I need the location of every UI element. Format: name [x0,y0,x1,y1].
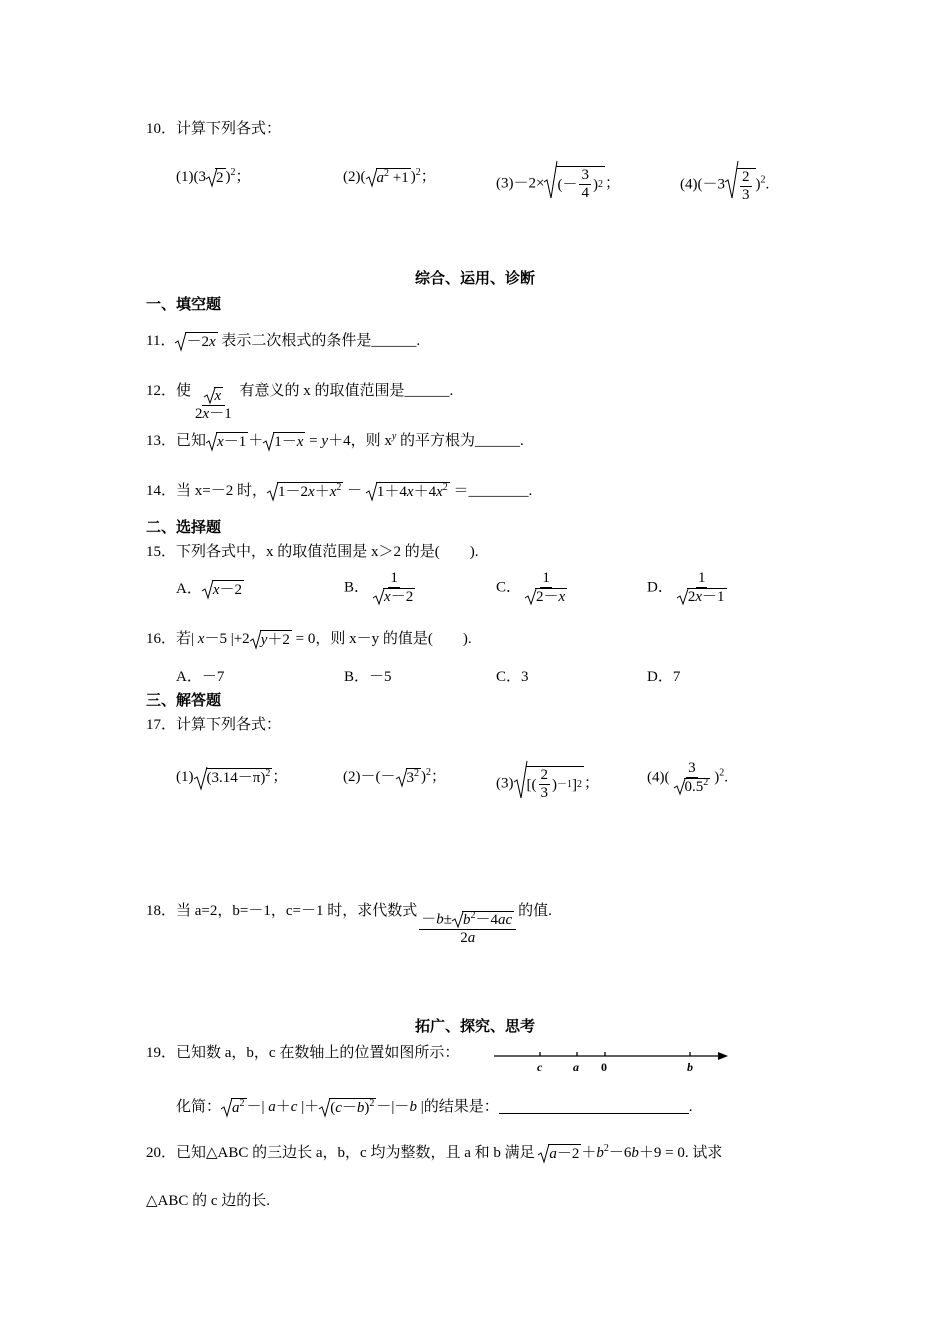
q13: 13．已知 x－1 ＋ 1－x = y＋4，则 $x^y$ 的平方根为______. [146,430,524,453]
radical-icon [202,579,214,601]
sqrt-symbol: $(3.14-\pi)^2$ [194,767,273,789]
q17-item-3: (3) [( $\frac{2}{3}$ ) －1 ] 2 ； [496,766,599,802]
sqrt-symbol: $b^2-4ac$ [452,911,514,929]
part-title: 三、解答题 [146,693,222,709]
sqrt-symbol: 2 [206,167,226,189]
q10-item-4: (4)(－3 $\frac{2}{3}$ )$^2$. [680,166,769,204]
section-title: 综合、运用、诊断 [414,271,535,287]
label-c: c [537,1060,543,1074]
radical-icon [175,331,187,353]
sqrt-symbol: $1+4x+4x^2$ [366,481,450,503]
radical-icon [206,431,218,453]
q10-stem: 10．计算下列各式： [146,121,282,137]
radical-icon [544,158,558,200]
q10-item-1: (1)(3 2 )$^2$； [176,166,251,189]
sqrt-symbol: $1-2x+x^2$ [267,481,343,503]
q10-item-3: (3)－2× (－ $\frac{3}{4}$ ) 2 ； [496,166,620,202]
sqrt-symbol: x－2 [373,588,415,606]
q17-item-2: $(2)-(- 3^2$ )$^2$； [343,766,446,789]
radical-icon [263,431,275,453]
q17-stem: 17．计算下列各式： [146,717,282,733]
q15-option-d: D． $\frac{1}{2x-1}$ [647,570,725,605]
sqrt-symbol: $a^2$ [221,1097,247,1119]
q15-option-c: C． $\frac{1}{2-x}$ [496,570,566,605]
q10-item-2: (2)( $a^2 +1$ )$^2$； [343,166,436,189]
q16-option-b: B．－5 [344,669,392,685]
label-zero: 0 [601,1060,607,1074]
radical-icon [194,765,208,791]
radical-icon [373,588,385,606]
sqrt-symbol: y＋2 [250,629,292,651]
q20-line2: △ABC 的 c 边的长. [146,1193,271,1209]
radical-icon [674,778,686,796]
radical-icon [514,758,528,800]
answer-blank[interactable] [499,1113,689,1114]
q20: 20．已知△ABC 的三边长 a，b，c 均为整数，且 a 和 b 满足 a－2 $+b^2-6b+9 = 0$. 试求 [146,1142,722,1165]
radical-icon [366,481,378,503]
radical-icon [396,767,408,789]
sqrt-symbol: －2x [175,331,217,353]
sqrt-symbol: x－1 [206,431,248,453]
radical-icon [452,911,464,929]
q15-stem: 15．下列各式中，x 的取值范围是 x＞2 的是( ). [146,544,479,560]
sqrt-symbol: x [204,387,224,405]
radical-icon [221,1097,233,1119]
radical-icon [250,629,262,651]
radical-icon [525,588,537,606]
label-b: b [687,1060,693,1074]
q17-item-4: (4)( $\frac{3}{0.5^2}$ )$^2$. [647,760,728,795]
q19-stem: 19．已知数 a，b，c 在数轴上的位置如图所示： [146,1045,460,1061]
q16-option-c: C．3 [496,669,529,685]
part-title: 二、选择题 [146,520,222,536]
q12: 12．使 $\frac{x}{2x-1}$ 有意义的 x 的取值范围是______. [146,383,454,422]
q16-stem: 16．若| x－5 |+2 y＋2 = 0，则 x－y 的值是( ). [146,628,472,651]
sqrt-symbol: $a^2 +1$ [366,167,411,189]
q15-option-a: A． x－2 [176,578,244,601]
q19-simplify: 化简： $a^2$ －| a＋c |＋ $(c-b)^2$ －|－b |的结果是： . [176,1096,692,1119]
q16-option-d: D．7 [647,669,681,685]
q18: 18．当 a=2，b=－1，c=－1 时，求代数式 $\frac{-b\pm b^2-4ac}{2a}$ 的值. [146,903,552,946]
radical-icon [319,1097,331,1119]
arrow-icon [718,1052,728,1060]
part-title: 一、填空题 [146,297,222,313]
sqrt-symbol: $(c-b)^2$ [319,1097,376,1119]
sqrt-symbol: 2－x [525,588,567,606]
sqrt-symbol: 2x－1 [677,588,727,606]
sqrt-symbol: 1－x [263,431,305,453]
radical-icon [204,387,216,405]
q15-option-b: B． $\frac{1}{x-2}$ [344,570,414,605]
sqrt-symbol: $\frac{2}{3}$ [725,166,756,204]
sqrt-symbol: [( $\frac{2}{3}$ ) －1 ] 2 [514,766,585,802]
sqrt-symbol: $0.5^2$ [674,778,711,796]
section-title: 拓广、探究、思考 [414,1019,535,1035]
label-a: a [573,1060,579,1074]
sqrt-symbol: a－2 [538,1143,581,1165]
radical-icon [366,167,378,189]
q16-option-a: A．－7 [176,669,225,685]
radical-icon [206,167,218,189]
q17-item-1: (1) $(3.14-\pi)^2$ ； [176,766,287,789]
radical-icon [677,588,689,606]
sqrt-symbol: (－ $\frac{3}{4}$ ) 2 [544,166,605,202]
sqrt-symbol: x－2 [202,579,244,601]
radical-icon [725,158,739,200]
radical-icon [538,1143,550,1165]
number-line [494,1044,734,1074]
radical-icon [267,481,279,503]
q14: 14．当 x=－2 时， $1-2x+x^2$ － $1+4x+4x^2$ ＝________. [146,480,532,503]
q11: 11． －2x 表示二次根式的条件是______. [146,330,420,353]
sqrt-symbol: $3^2$ [396,767,422,789]
